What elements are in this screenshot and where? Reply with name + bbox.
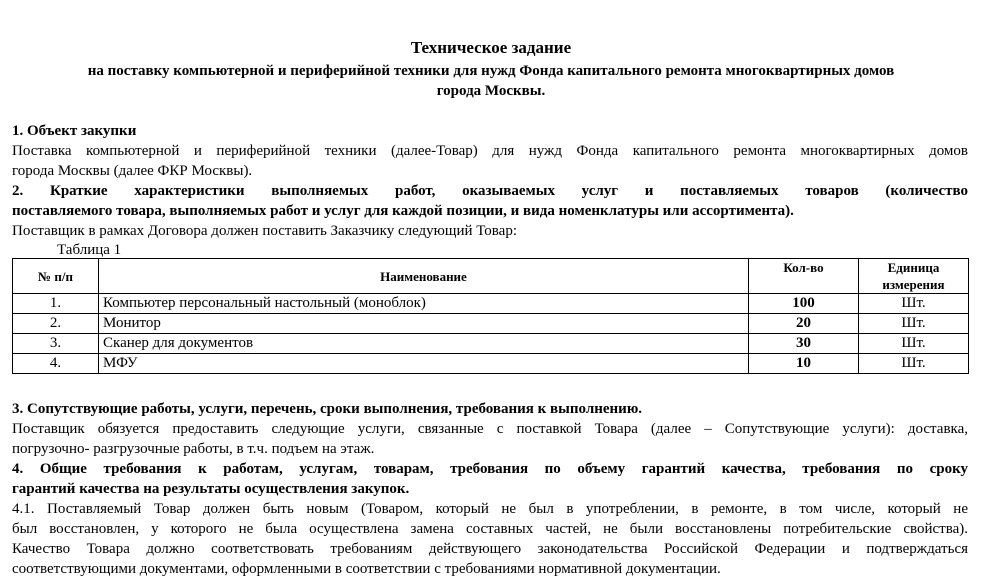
section1-text-line1: Поставка компьютерной и периферийной техники (далее-Товар) для нужд Фонда капитального ремонта многоквартирных домов	[12, 143, 968, 159]
section1-text-line2: города Москвы (далее ФКР Москвы).	[12, 163, 253, 179]
section4-paragraph-line1: 4.1. Поставляемый Товар должен быть новым (Товаром, который не был в употреблении, в ремонте, в том числе, который не	[12, 501, 968, 517]
row-qty: 20	[749, 314, 859, 334]
table-row	[13, 354, 969, 374]
header-num: № п/п	[13, 259, 99, 294]
section1-heading: 1. Объект закупки	[12, 123, 137, 139]
section3-heading: 3. Сопутствующие работы, услуги, перечень, сроки выполнения, требования к выполнению.	[12, 401, 643, 417]
section4-heading-line1: 4. Общие требования к работам, услугам, товарам, требования по объему гарантий качества, требования по сроку	[12, 461, 968, 477]
section2-heading-line2: поставляемого товара, выполняемых работ и услуг для каждой позиции, и вида номенклатуры или ассортимента).	[12, 203, 794, 219]
row-unit: Шт.	[859, 334, 969, 354]
row-num: 4.	[13, 354, 99, 374]
table-row	[13, 294, 969, 314]
section3-text-line1: Поставщик обязуется предоставить следующие услуги, связанные с поставкой Товара (далее – Сопутствующие услуги): доставка,	[12, 421, 968, 437]
row-unit: Шт.	[859, 314, 969, 334]
row-qty: 100	[749, 294, 859, 314]
header-qty: Кол-во	[749, 259, 859, 294]
table-caption: Таблица 1	[57, 242, 122, 258]
row-name: Компьютер персональный настольный (моноблок)	[99, 294, 749, 314]
row-num: 3.	[13, 334, 99, 354]
section3-text-line2: погрузочно- разгрузочные работы, в т.ч. подъем на этаж.	[12, 441, 375, 457]
section4-paragraph-line4: соответствующими документами, оформленными в соответствии с требованиями нормативной документации.	[12, 561, 721, 577]
row-qty: 10	[749, 354, 859, 374]
header-unit	[859, 259, 969, 294]
header-unit-line2: измерения	[882, 277, 945, 292]
goods-table	[12, 258, 969, 374]
section4-heading-line2: гарантий качества на результаты осуществления закупок.	[12, 481, 410, 497]
header-name: Наименование	[99, 259, 749, 294]
section4-paragraph-line2: был восстановлен, у которого не была осуществлена замена составных частей, не были восстановлены потребительские свойства).	[12, 521, 968, 537]
table-header-row	[13, 259, 969, 294]
header-unit-line1: Единица	[887, 260, 940, 275]
section2-heading-line1: 2. Краткие характеристики выполняемых работ, оказываемых услуг и поставляемых товаров (количество	[12, 183, 968, 199]
document-subtitle-line1: на поставку компьютерной и периферийной техники для нужд Фонда капитального ремонта многоквартирных домов	[87, 63, 895, 79]
row-unit: Шт.	[859, 294, 969, 314]
row-num: 2.	[13, 314, 99, 334]
row-num: 1.	[13, 294, 99, 314]
row-qty: 30	[749, 334, 859, 354]
document-subtitle-line2: города Москвы.	[436, 83, 546, 99]
row-unit: Шт.	[859, 354, 969, 374]
section4-paragraph-line3: Качество Товара должно соответствовать требованиям действующего законодательства Российской Федерации и подтверждаться	[12, 541, 968, 557]
section2-text: Поставщик в рамках Договора должен поставить Заказчику следующий Товар:	[12, 223, 517, 239]
row-name: МФУ	[99, 354, 749, 374]
document-title: Техническое задание	[410, 38, 572, 57]
row-name: Монитор	[99, 314, 749, 334]
table-row	[13, 334, 969, 354]
row-name: Сканер для документов	[99, 334, 749, 354]
table-row	[13, 314, 969, 334]
